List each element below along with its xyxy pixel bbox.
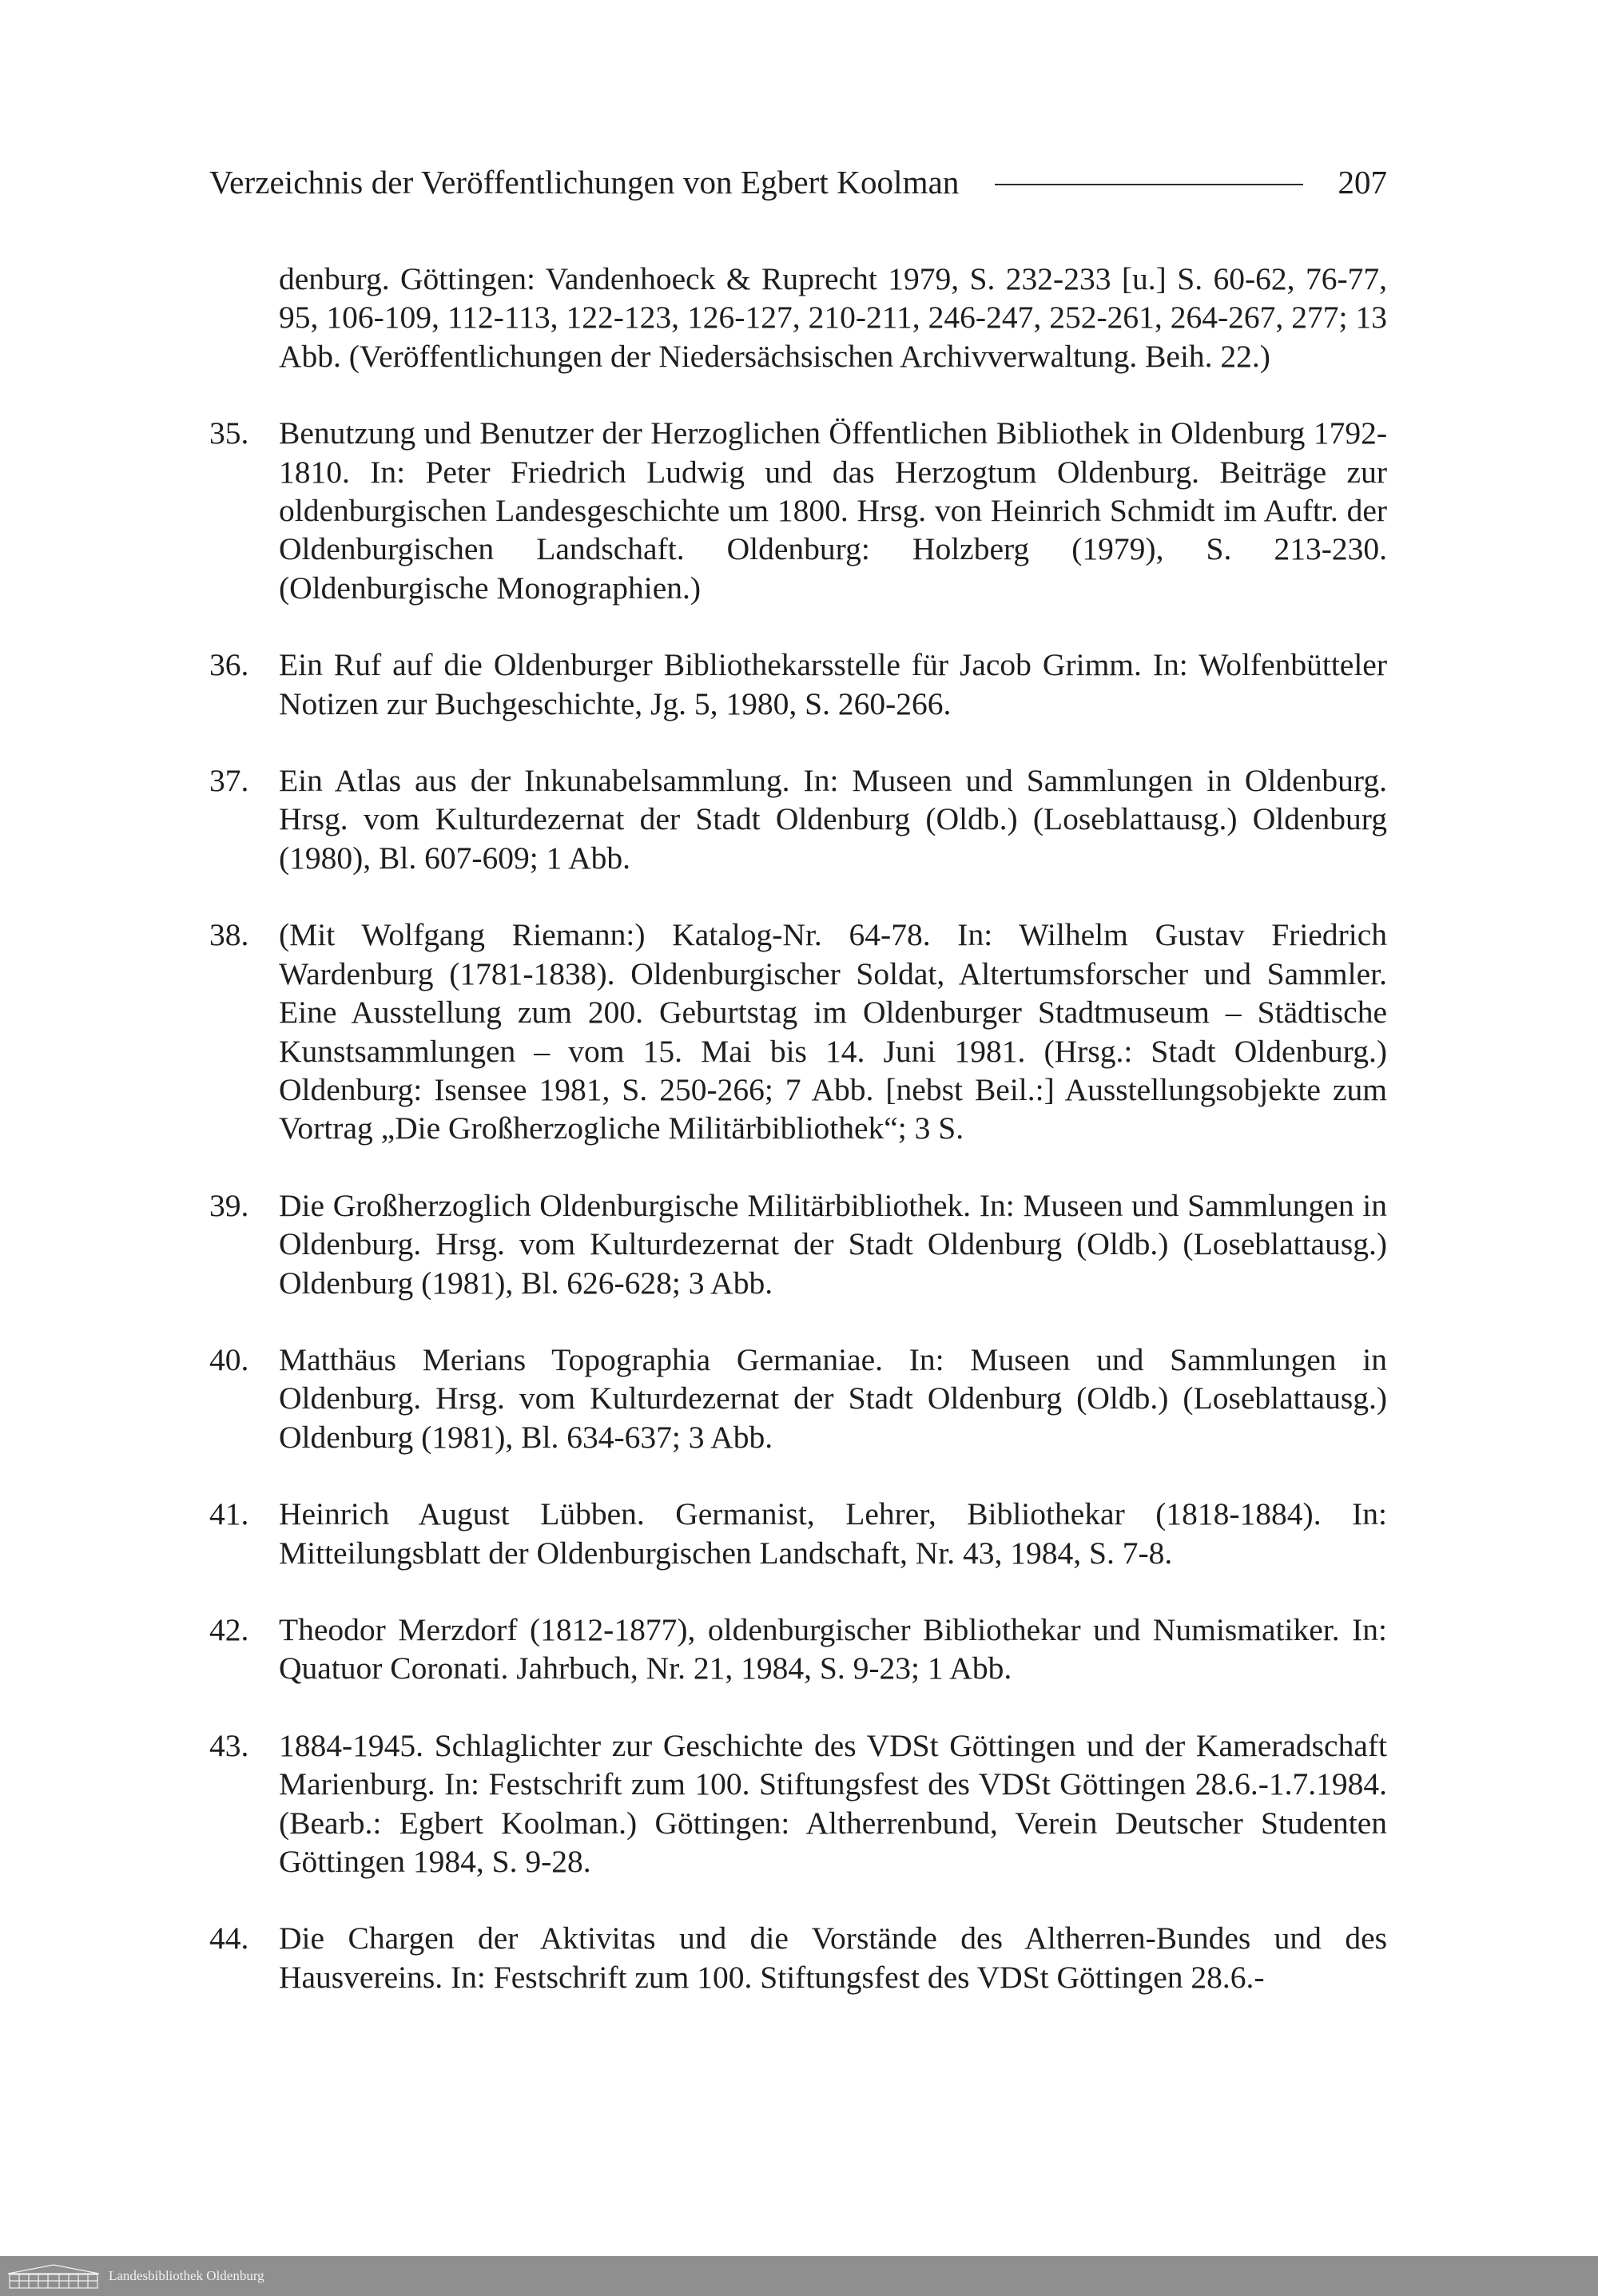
entry-text: Ein Atlas aus der Inkunabelsammlung. In: Museen und Sammlungen in Oldenburg. Hrsg. vom Kulturdezernat der Stadt Oldenburg (Oldb.) (Loseblattausg.) Oldenburg (1980), Bl. 607-609; 1 Abb.: [279, 763, 1387, 876]
bibliography-list: [209, 260, 1387, 2035]
entry-number: 40.: [209, 1341, 249, 1377]
bibliography-entry-36: [209, 646, 1387, 723]
entry-number: 41.: [209, 1496, 249, 1532]
bibliography-entry-44: [209, 1919, 1387, 1996]
entry-text: Theodor Merzdorf (1812-1877), oldenburgischer Bibliothekar und Numismatiker. In: Quatuor Coronati. Jahrbuch, Nr. 21, 1984, S. 9-23; 1 Abb.: [279, 1611, 1387, 1686]
entry-number: 36.: [209, 647, 249, 683]
bibliography-entry-37: [209, 761, 1387, 877]
entry-text: Benutzung und Benutzer der Herzoglichen Öffentlichen Bibliothek in Oldenburg 1792-1810. In: Peter Friedrich Ludwig und das Herzogtum Oldenburg. Beiträge zur oldenburgischen Landesgeschichte um 1800. Hrsg. von Heinrich Schmidt im Auftr. der Oldenburgischen Landschaft. Oldenburg: Holzberg (1979), S. 213-230. (Oldenburgische Monographien.): [279, 415, 1387, 606]
entry-number: 37.: [209, 763, 249, 799]
entry-number: 44.: [209, 1921, 249, 1956]
bibliography-entry-43: [209, 1726, 1387, 1881]
entry-text: Matthäus Merians Topographia Germaniae. In: Museen und Sammlungen in Oldenburg. Hrsg. vom Kulturdezernat der Stadt Oldenburg (Oldb.) (Loseblattausg.) Oldenburg (1981), Bl. 634-637; 3 Abb.: [279, 1341, 1387, 1455]
entry-text: (Mit Wolfgang Riemann:) Katalog-Nr. 64-78. In: Wilhelm Gustav Friedrich Wardenburg (1781-1838). Oldenburgischer Soldat, Altertumsforscher und Sammler. Eine Ausstellung zum 200. Geburtstag im Oldenburger Stadtmuseum – Städtische Kunstsammlungen – vom 15. Mai bis 14. Juni 1981. (Hrsg.: Stadt Oldenburg.) Oldenburg: Isensee 1981, S. 250-266; 7 Abb. [nebst Beil.:] Ausstellungsobjekte zum Vortrag „Die Großherzogliche Militärbibliothek“; 3 S.: [279, 917, 1387, 1146]
bibliography-entry-41: [209, 1495, 1387, 1572]
entry-number: 43.: [209, 1727, 249, 1763]
library-building-icon: [6, 2262, 101, 2290]
header-rule: [995, 184, 1303, 185]
bibliography-entry-35: [209, 414, 1387, 607]
continued-entry-text: denburg. Göttingen: Vandenhoeck & Ruprecht 1979, S. 232-233 [u.] S. 60-62, 76-77, 95, 106-109, 112-113, 122-123, 126-127, 210-211, 246-247, 252-261, 264-267, 277; 13 Abb. (Veröffentlichungen der Niedersächsischen Archivverwaltung. Beih. 22.): [279, 261, 1387, 374]
entry-text: Ein Ruf auf die Oldenburger Bibliothekarsstelle für Jacob Grimm. In: Wolfenbütteler Notizen zur Buchgeschichte, Jg. 5, 1980, S. 260-266.: [279, 647, 1387, 721]
entry-text: Heinrich August Lübben. Germanist, Lehrer, Bibliothekar (1818-1884). In: Mitteilungsblatt der Oldenburgischen Landschaft, Nr. 43, 1984, S. 7-8.: [279, 1496, 1387, 1571]
entry-number: 39.: [209, 1187, 249, 1223]
running-header-title: Verzeichnis der Veröffentlichungen von Egbert Koolman: [209, 164, 960, 201]
entry-number: 38.: [209, 917, 249, 953]
entry-text: 1884-1945. Schlaglichter zur Geschichte des VDSt Göttingen und der Kameradschaft Marienburg. In: Festschrift zum 100. Stiftungsfest des VDSt Göttingen 28.6.-1.7.1984. (Bearb.: Egbert Koolman.) Göttingen: Altherrenbund, Verein Deutscher Studenten Göttingen 1984, S. 9-28.: [279, 1727, 1387, 1879]
bibliography-entry-38: [209, 916, 1387, 1147]
bibliography-entry-40: [209, 1341, 1387, 1456]
bibliography-entry-42: [209, 1611, 1387, 1688]
running-header: [209, 158, 1387, 206]
entry-text: Die Großherzoglich Oldenburgische Militärbibliothek. In: Museen und Sammlungen in Oldenburg. Hrsg. vom Kulturdezernat der Stadt Oldenburg (Oldb.) (Loseblattausg.) Oldenburg (1981), Bl. 626-628; 3 Abb.: [279, 1187, 1387, 1301]
library-footer-bar: [0, 2256, 1598, 2296]
page-number: 207: [1338, 164, 1387, 201]
library-name: Landesbibliothek Oldenburg: [109, 2268, 264, 2283]
entry-number: 42.: [209, 1611, 249, 1647]
entry-number: 35.: [209, 415, 249, 451]
entry-text: Die Chargen der Aktivitas und die Vorstände des Altherren-Bundes und des Hausvereins. In: Festschrift zum 100. Stiftungsfest des VDSt Göttingen 28.6.-: [279, 1921, 1387, 1995]
bibliography-entry-39: [209, 1186, 1387, 1302]
